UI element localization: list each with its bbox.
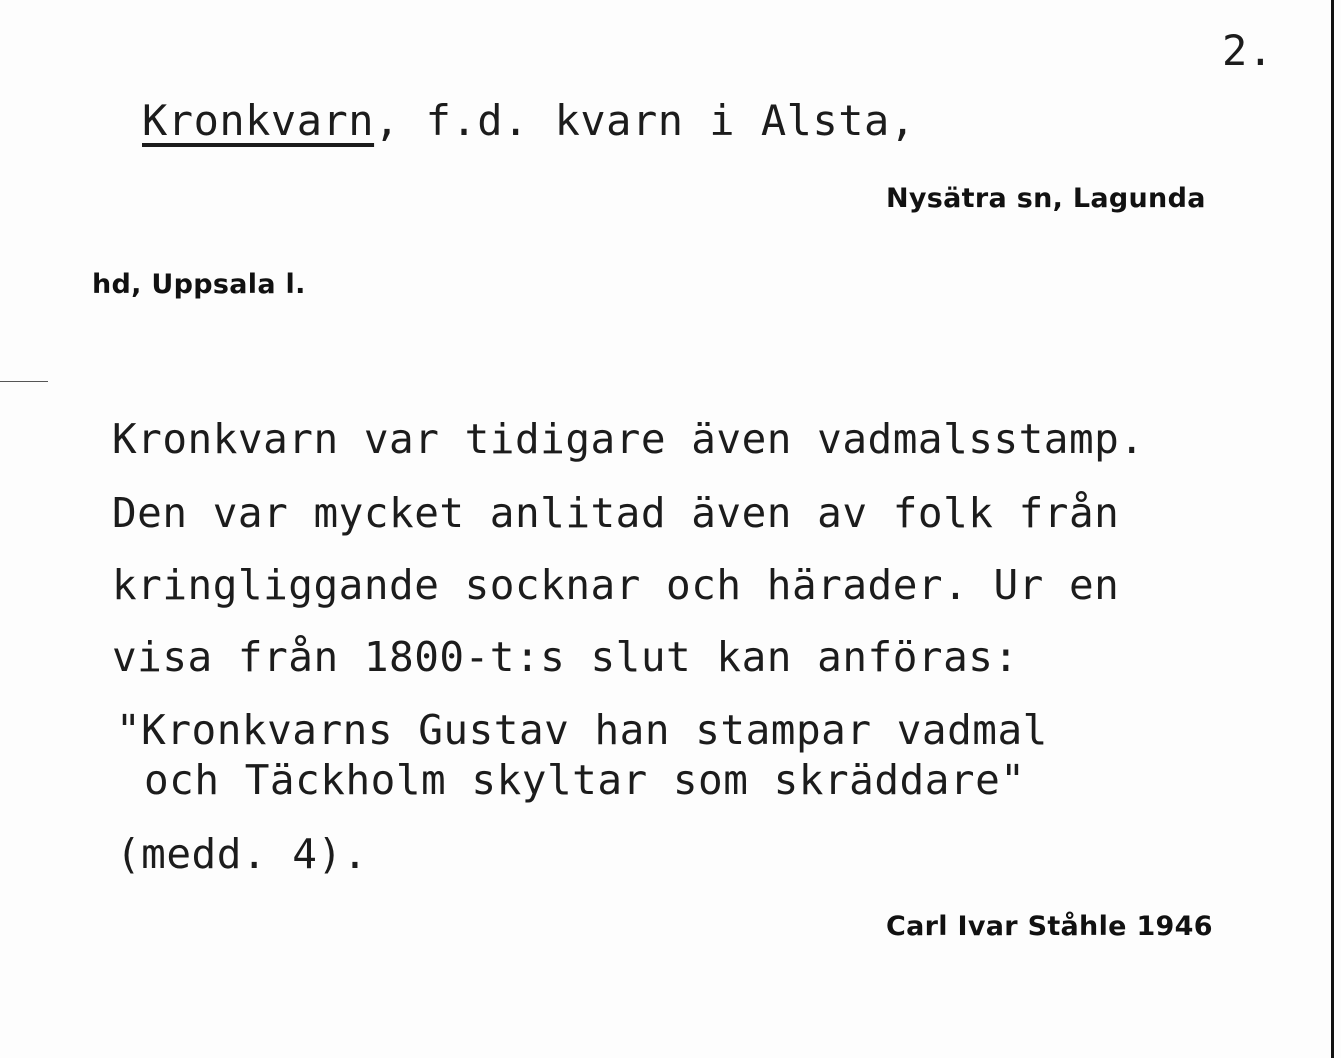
heading-description: , f.d. kvarn i Alsta, (374, 96, 916, 145)
author-signature: Carl Ivar Ståhle 1946 (886, 911, 1213, 942)
margin-mark (0, 381, 48, 382)
citation-line: (medd. 4). (116, 830, 368, 878)
quote-line: och Täckholm skyltar som skräddare" (144, 756, 1026, 804)
body-line: visa från 1800-t:s slut kan anföras: (112, 633, 1019, 681)
card-heading (142, 96, 916, 145)
location-line-2: hd, Uppsala l. (92, 269, 306, 300)
body-line: kringliggande socknar och härader. Ur en (112, 561, 1120, 609)
card-edge-border (1331, 0, 1334, 1058)
page-number: 2. (1222, 26, 1274, 75)
location-line-1: Nysätra sn, Lagunda (886, 183, 1206, 214)
heading-place-name: Kronkvarn (142, 96, 375, 145)
quote-line: "Kronkvarns Gustav han stampar vadmal (116, 706, 1048, 754)
body-line: Kronkvarn var tidigare även vadmalsstamp. (112, 415, 1145, 463)
body-line: Den var mycket anlitad även av folk från (112, 489, 1120, 537)
